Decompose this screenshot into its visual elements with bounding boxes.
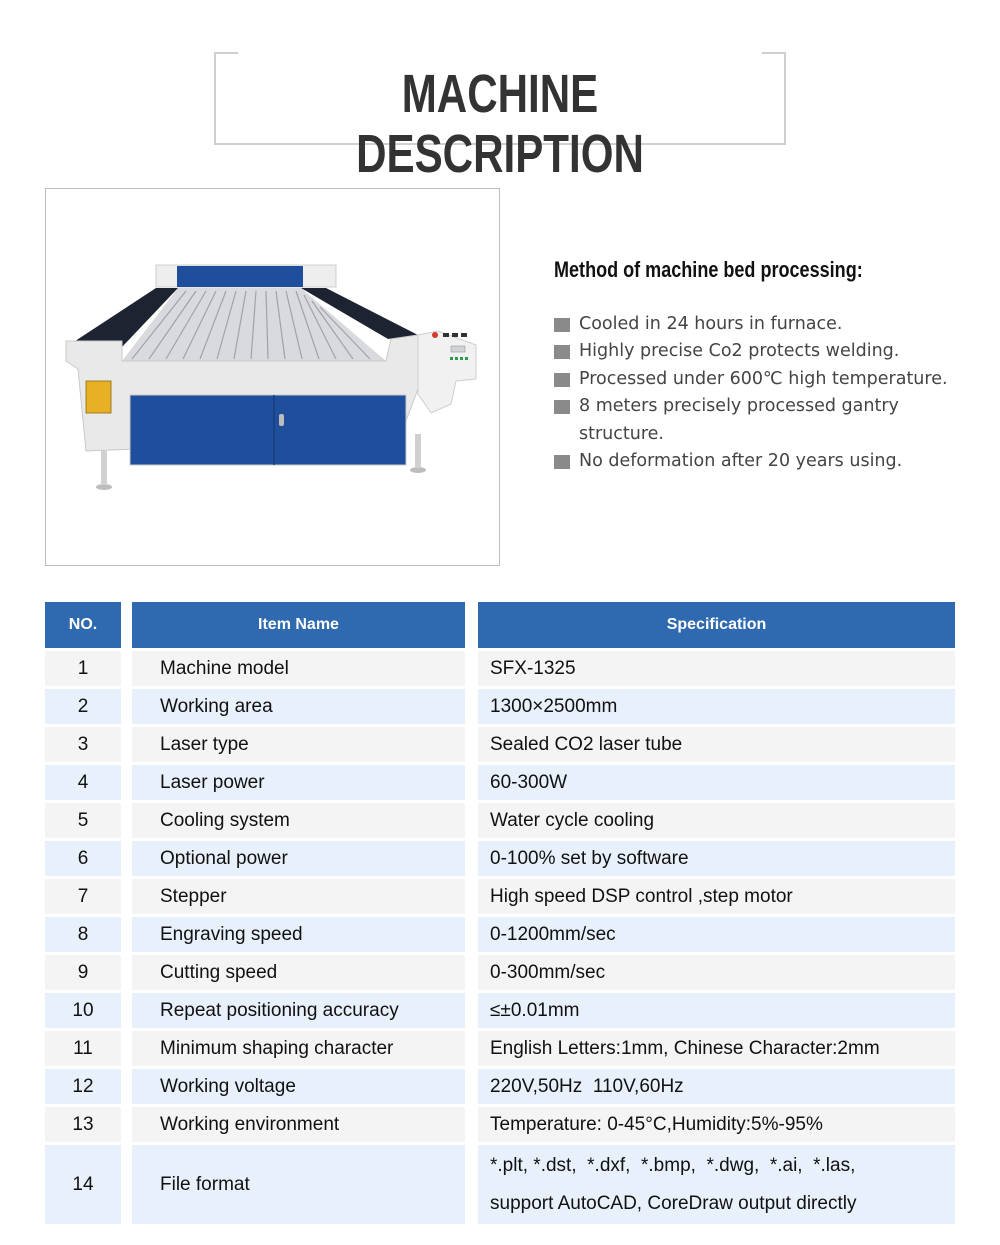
door-handle-icon bbox=[279, 414, 284, 426]
item-name: Optional power bbox=[132, 841, 465, 876]
emergency-stop-button bbox=[432, 332, 438, 338]
specification: ≤±0.01mm bbox=[478, 993, 955, 1028]
title-border-corner-right bbox=[762, 52, 786, 54]
bullet-item bbox=[554, 448, 954, 475]
table-row bbox=[45, 727, 955, 762]
cabinet-doors bbox=[130, 395, 406, 465]
specification: 220V,50Hz 110V,60Hz bbox=[478, 1069, 955, 1104]
title-border-corner-left bbox=[214, 52, 238, 54]
bullet-text: Cooled in 24 hours in furnace. bbox=[579, 314, 843, 334]
bullet-item bbox=[554, 393, 954, 448]
table-row bbox=[45, 1069, 955, 1104]
panel-key bbox=[461, 333, 467, 337]
bullet-item bbox=[554, 338, 954, 365]
row-number: 11 bbox=[45, 1031, 121, 1066]
header-no: NO. bbox=[45, 602, 121, 648]
row-number: 8 bbox=[45, 917, 121, 952]
item-name: Engraving speed bbox=[132, 917, 465, 952]
row-number: 5 bbox=[45, 803, 121, 838]
table-row bbox=[45, 803, 955, 838]
table-header-row bbox=[45, 602, 955, 648]
item-name: Cooling system bbox=[132, 803, 465, 838]
square-bullet-icon bbox=[554, 455, 570, 469]
specification-line: *.plt, *.dst, *.dxf, *.bmp, *.dwg, *.ai, *.las, bbox=[490, 1154, 856, 1176]
item-name: Working environment bbox=[132, 1107, 465, 1142]
specification bbox=[478, 1145, 955, 1224]
table-row bbox=[45, 1145, 955, 1224]
spec-table bbox=[45, 602, 955, 1227]
item-name: Cutting speed bbox=[132, 955, 465, 990]
table-row bbox=[45, 955, 955, 990]
control-panel-housing bbox=[418, 331, 476, 413]
row-number: 13 bbox=[45, 1107, 121, 1142]
panel-key bbox=[452, 333, 458, 337]
specification: English Letters:1mm, Chinese Character:2mm bbox=[478, 1031, 955, 1066]
table-row bbox=[45, 765, 955, 800]
specification: 60-300W bbox=[478, 765, 955, 800]
item-name: Stepper bbox=[132, 879, 465, 914]
header-item-name: Item Name bbox=[132, 602, 465, 648]
warning-label bbox=[86, 381, 111, 413]
row-number: 6 bbox=[45, 841, 121, 876]
table-row bbox=[45, 651, 955, 686]
product-photo bbox=[45, 188, 500, 566]
specification: Temperature: 0-45°C,Humidity:5%-95% bbox=[478, 1107, 955, 1142]
row-number: 7 bbox=[45, 879, 121, 914]
row-number: 10 bbox=[45, 993, 121, 1028]
specification: High speed DSP control ,step motor bbox=[478, 879, 955, 914]
square-bullet-icon bbox=[554, 345, 570, 359]
square-bullet-icon bbox=[554, 400, 570, 414]
specification: SFX-1325 bbox=[478, 651, 955, 686]
bullet-text: Highly precise Co2 protects welding. bbox=[579, 341, 900, 362]
gantry-blue-panel bbox=[177, 266, 303, 287]
bullet-text: 8 meters precisely processed gantry structure. bbox=[579, 396, 899, 444]
square-bullet-icon bbox=[554, 373, 570, 387]
square-bullet-icon bbox=[554, 318, 570, 332]
row-number: 3 bbox=[45, 727, 121, 762]
table-row bbox=[45, 1031, 955, 1066]
table-row bbox=[45, 1107, 955, 1142]
item-name: Working voltage bbox=[132, 1069, 465, 1104]
laser-cutting-machine-photo bbox=[46, 189, 499, 565]
specification-line: support AutoCAD, CoreDraw output directly bbox=[490, 1192, 857, 1214]
method-bullet-list bbox=[554, 311, 954, 475]
method-heading: Method of machine bed processing: bbox=[554, 257, 863, 282]
bullet-text: No deformation after 20 years using. bbox=[579, 451, 903, 472]
row-number: 12 bbox=[45, 1069, 121, 1104]
row-number: 4 bbox=[45, 765, 121, 800]
specification: 0-100% set by software bbox=[478, 841, 955, 876]
row-number: 1 bbox=[45, 651, 121, 686]
table-row bbox=[45, 917, 955, 952]
panel-key bbox=[443, 333, 449, 337]
item-name: File format bbox=[132, 1145, 465, 1224]
page-title: MACHINE DESCRIPTION bbox=[356, 64, 644, 184]
item-name: Working area bbox=[132, 689, 465, 724]
specification: 1300×2500mm bbox=[478, 689, 955, 724]
table-row bbox=[45, 993, 955, 1028]
table-row bbox=[45, 841, 955, 876]
row-number: 2 bbox=[45, 689, 121, 724]
specification: 0-300mm/sec bbox=[478, 955, 955, 990]
table-row bbox=[45, 689, 955, 724]
bullet-item bbox=[554, 311, 954, 338]
specification: Sealed CO2 laser tube bbox=[478, 727, 955, 762]
bullet-text: Processed under 600℃ high temperature. bbox=[579, 368, 948, 389]
item-name: Repeat positioning accuracy bbox=[132, 993, 465, 1028]
item-name: Machine model bbox=[132, 651, 465, 686]
item-name: Laser type bbox=[132, 727, 465, 762]
table-row bbox=[45, 879, 955, 914]
leg bbox=[415, 434, 421, 468]
specification: 0-1200mm/sec bbox=[478, 917, 955, 952]
specification: Water cycle cooling bbox=[478, 803, 955, 838]
item-name: Minimum shaping character bbox=[132, 1031, 465, 1066]
item-name: Laser power bbox=[132, 765, 465, 800]
lcd-display bbox=[451, 346, 465, 352]
row-number: 9 bbox=[45, 955, 121, 990]
bullet-item bbox=[554, 366, 954, 393]
row-number: 14 bbox=[45, 1145, 121, 1224]
leg bbox=[101, 451, 107, 485]
title-box bbox=[214, 52, 786, 184]
header-specification: Specification bbox=[478, 602, 955, 648]
